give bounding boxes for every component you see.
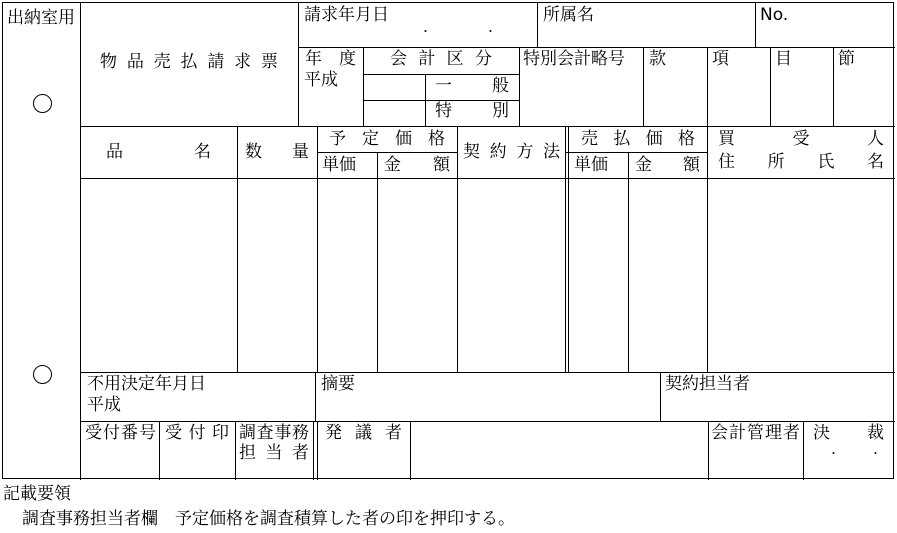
disposal-date-label: 不用決定年月日 xyxy=(87,374,206,394)
quantity-header: 数量 xyxy=(245,142,309,162)
proposer-label: 発議者 xyxy=(325,423,402,443)
cashier-office-label: 出納室用 xyxy=(7,8,75,28)
survey-clerk-label-line2: 担当者 xyxy=(239,443,309,463)
date-separator-dot: ・ xyxy=(485,25,496,38)
grid-line xyxy=(80,126,895,127)
receipt-number-label: 受付番号 xyxy=(85,423,156,443)
buyer-header-line1: 買受人 xyxy=(718,129,884,149)
era-heisei-label-2: 平成 xyxy=(87,395,121,415)
sale-unit-price-header: 単価 xyxy=(574,155,608,175)
department-label: 所属名 xyxy=(543,5,594,25)
notes-heading: 記載要領 xyxy=(3,484,71,504)
grid-line xyxy=(237,126,238,372)
account-general-label: 一般 xyxy=(435,76,509,96)
account-category-label: 会計区分 xyxy=(390,49,492,69)
receipt-stamp-label: 受付印 xyxy=(165,423,229,443)
planned-price-header: 予定価格 xyxy=(329,129,445,149)
special-account-code-label: 特別会計略号 xyxy=(523,49,625,69)
sale-price-header: 売払価格 xyxy=(581,129,695,149)
accounting-manager-label: 会計管理者 xyxy=(711,423,800,443)
approval-label: 決裁 xyxy=(813,423,884,443)
grid-line xyxy=(707,47,708,126)
budget-moku-label: 目 xyxy=(775,49,792,69)
grid-line xyxy=(315,372,316,421)
form-title: 物品売払請求票 xyxy=(100,52,278,72)
grid-line xyxy=(377,152,378,372)
grid-line xyxy=(317,152,457,153)
request-date-label: 請求年月日 xyxy=(304,5,389,25)
approval-date-dot: ・ xyxy=(828,447,839,460)
grid-line xyxy=(80,178,895,179)
grid-line xyxy=(565,126,566,372)
notes-instruction: 調査事務担当者欄 予定価格を調査積算した者の印を押印する。 xyxy=(22,509,515,529)
number-label: No. xyxy=(760,5,789,25)
grid-line xyxy=(660,372,661,421)
circle-mark-top xyxy=(33,94,52,113)
grid-line xyxy=(80,421,895,422)
grid-line xyxy=(410,421,411,480)
survey-clerk-label-line1: 調査事務 xyxy=(239,423,309,443)
buyer-header-line2: 住所氏名 xyxy=(718,152,884,172)
budget-setsu-label: 節 xyxy=(838,49,855,69)
grid-line xyxy=(298,47,895,48)
grid-line xyxy=(80,372,895,373)
grid-line xyxy=(317,126,318,372)
summary-label: 摘要 xyxy=(321,374,355,394)
planned-unit-price-header: 単価 xyxy=(322,155,356,175)
grid-line xyxy=(457,126,458,372)
grid-line xyxy=(833,47,834,126)
grid-line xyxy=(628,152,629,372)
grid-line xyxy=(770,47,771,126)
grid-line xyxy=(568,126,569,372)
grid-line xyxy=(566,152,707,153)
circle-mark-bottom xyxy=(33,365,52,384)
contract-method-header: 契約方法 xyxy=(463,142,560,162)
approval-date-dot: ・ xyxy=(870,447,881,460)
grid-line xyxy=(755,2,756,47)
grid-line xyxy=(519,47,520,126)
era-heisei-label: 平成 xyxy=(304,70,338,90)
budget-kan-label: 款 xyxy=(649,49,666,69)
grid-line xyxy=(80,2,81,480)
grid-line xyxy=(643,47,644,126)
sale-amount-header: 金額 xyxy=(635,155,700,175)
planned-amount-header: 金額 xyxy=(384,155,450,175)
contract-officer-label: 契約担当者 xyxy=(665,374,750,394)
date-separator-dot: ・ xyxy=(420,25,431,38)
budget-kou-label: 項 xyxy=(712,49,729,69)
fiscal-year-label: 年度 xyxy=(305,49,356,69)
grid-line xyxy=(363,74,519,75)
account-special-label: 特別 xyxy=(435,101,509,121)
grid-line xyxy=(313,421,314,480)
item-name-header: 品名 xyxy=(106,142,211,162)
grid-line xyxy=(537,2,538,47)
